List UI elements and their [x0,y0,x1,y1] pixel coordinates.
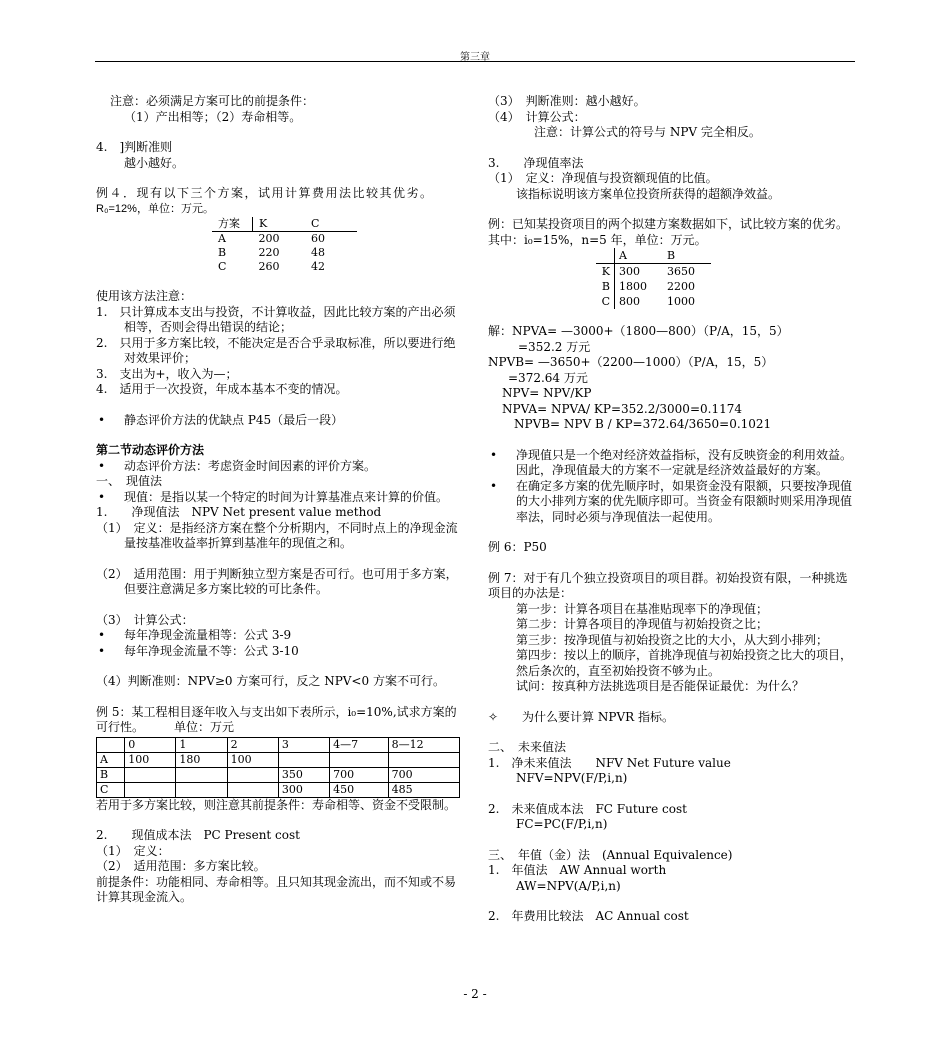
definition-line: （2） 适用范围：用于判断独立型方案是否可行。也可用于多方案，但要注意满足多方案比较的可比条件。 [96,566,458,596]
text-line: 使用该方法注意： [96,289,193,303]
table-cell: 1000 [667,295,695,308]
bullet-item: • 每年净现金流量相等：公式 3-9 [96,628,464,644]
table-cell [227,782,278,797]
text-line: （3） 判断准则：越小越好。 [488,94,646,108]
table-header: A [615,248,664,264]
table-cell: 60 [311,232,325,245]
table-cell [176,782,227,797]
table-cell: 42 [311,260,325,273]
table-cell: C [218,260,227,273]
definition-line: （1） 定义：净现值与投资额现值的比值。 [488,171,718,185]
page-number: - 2 - [463,987,487,1001]
bullet-item: • 在确定多方案的优先顺序时，如果资金没有限额，只要按净现值的大小排列方案的优先顺序即可。当资金有限额时则采用净现值率法，同时必须与净现值法一起使用。 [488,479,856,526]
table-header: 4—7 [330,737,389,752]
table-header: 8—12 [388,737,459,752]
table-cell: 220 [258,246,280,259]
bullet-item: • 每年净现金流量不等：公式 3-10 [96,644,464,660]
example-line: 例 7：对于有几个独立投资项目的项目群。初始投资有限，一种挑选项目的办法是： [488,570,848,600]
definition-line: （1） 定义： [96,843,170,858]
table-cell: C [596,294,615,309]
solution-line: NPVB= —3650+（2200—1000）（P/A，15，5） [488,355,774,369]
table-cell: 48 [311,246,325,259]
table-cell: A [218,232,226,245]
table-cell: 800 [619,295,640,308]
table-cell [125,767,176,782]
method-title: 1. 净未来值法 NFV Net Future value [488,755,731,770]
cost-table [212,217,357,274]
chapter-header: 第三章 [460,52,490,63]
table-header: 3 [278,737,329,752]
solution-line: NPV= NPV/KP [502,386,592,400]
solution-line: NPVB= NPV B / KP=372.64/3650=0.1021 [514,417,772,431]
text-line: 若用于多方案比较，则注意其前提条件：寿命相等、资金不受限制。 [96,797,457,812]
table-header [596,248,615,264]
method-title: 2. 年费用比较法 AC Annual cost [488,909,689,923]
step-line: 第二步：计算各项目的净现值与初始投资之比； [516,617,769,631]
step-line: 试问：按真种方法挑选项目是否能保证最优：为什么？ [516,679,805,693]
list-item: 4. 适用于一次投资，年成本基本不变的情况。 [96,382,348,396]
table-cell: 200 [258,232,280,245]
table-cell: 700 [388,767,459,782]
table-cell: 100 [125,752,176,767]
definition-line: （2） 适用范围：多方案比较。 [96,859,266,873]
bullet-item: • 动态评价方法：考虑资金时间因素的评价方案。 [96,459,464,475]
subsection-title: 一、 现值法 [96,474,163,488]
method-title: 3. 净现值率法 [488,155,584,170]
example-line: 例 5：某工程相目逐年收入与支出如下表所示，i₀=10%,试求方案的可行性。 单位：万元 [96,704,457,734]
section-title: 第二节动态评价方法 [96,443,205,457]
table-cell: 300 [278,782,329,797]
subsection-title: 三、 年值（金）法 (Annual Equivalence) [488,847,733,862]
method-title: 2. 未来值成本法 FC Future cost [488,801,687,816]
table-cell: 485 [388,782,459,797]
table-header: K [253,217,306,232]
table-header: B [663,248,711,264]
table-header: 方案 [212,217,253,232]
example-line: 例 6：P50 [488,540,547,554]
question-line: ✧ 为什么要计算 NPVR 指标。 [488,709,674,724]
list-item: 1. 只计算成本支出与投资，不计算收益，因此比较方案的产出必须相等，否则会得出错误的结论； [96,304,456,334]
table-cell: 180 [176,752,227,767]
text-line: （4）判断准则：NPV≥0 方案可行，反之 NPV<0 方案不可行。 [96,674,445,688]
formula-line: FC=PC(F/P,i,n) [516,817,608,831]
table-cell: 300 [619,265,640,278]
table-cell: 450 [330,782,389,797]
text-line: （4） 计算公式： [488,109,586,124]
table-cell [278,752,329,767]
table-cell: C [97,782,125,797]
header-rule [95,61,855,62]
solution-line: 解：NPVA= —3000+（1800—800）（P/A，15，5） [488,324,789,338]
method-title: 2. 现值成本法 PC Present cost [96,828,300,842]
solution-line: =372.64 万元 [508,370,588,385]
list-item: 2. 只用于多方案比较，不能决定是否合乎录取标准，所以要进行绝对效果评价； [96,335,456,365]
text-line: 该指标说明该方案单位投资所获得的超额净效益。 [516,186,781,201]
step-line: 第四步：按以上的顺序，首挑净现值与初始投资之比大的项目，然后条次的，直至初始投资不够为止。 [516,648,853,678]
text-line: 前提条件：功能相同、寿命相等。且只知其现金流出，而不知或不易计算其现金流入。 [96,874,457,904]
step-line: 第一步：计算各项目在基准贴现率下的净现值； [516,601,769,616]
table-header [97,737,125,752]
table-cell: K [596,264,615,280]
solution-line: =352.2 万元 [518,339,591,354]
definition-line: （1） 定义：是指经济方案在整个分析期内，不同时点上的净现金流量按基准收益率折算到基准年的现值之和。 [96,520,458,550]
table-cell: 700 [330,767,389,782]
note-line: 注意：必须满足方案可比的前提条件： [110,94,315,108]
method-title: 1. 年值法 AW Annual worth [488,863,667,877]
table-cell [388,752,459,767]
text-line: （3） 计算公式： [96,612,194,627]
table-cell: B [218,246,227,259]
table-cell: 260 [258,260,280,273]
table-cell: A [97,752,125,767]
table-cell [125,782,176,797]
left-column [96,94,464,906]
section-heading: 4. ]判断准则 [96,140,173,154]
table-cell: 350 [278,767,329,782]
example-line: 例：已知某投资项目的两个拟建方案数据如下，试比较方案的优劣。其中：i₀=15%，n=5 年，单位：万元。 [488,217,849,247]
example-line: 例４．现有以下三个方案，试用计算费用法比较其优劣。 [96,186,434,200]
list-item: 3. 支出为+，收入为—； [96,366,238,381]
table-cell: B [596,279,615,294]
table-header: C [305,217,357,232]
step-line: 第三步：按净现值与初始投资之比的大小，从大到小排列； [516,632,829,647]
method-title: 1. 净现值法 NPV Net present value method [96,505,382,519]
investment-table [596,248,711,309]
bullet-item: • 净现值只是一个绝对经济效益指标，没有反映资金的利用效益。因此，净现值最大的方案不一定就是经济效益最好的方案。 [488,448,856,479]
table-cell [227,767,278,782]
table-cell: B [97,767,125,782]
bullet-item: • 现值：是指以某一个特定的时间为计算基准点来计算的价值。 [96,490,464,506]
text-line: 注意：计算公式的符号与 NPV 完全相反。 [534,125,761,139]
table-cell: 1800 [619,280,647,293]
table-header: 1 [176,737,227,752]
table-cell: 2200 [667,280,695,293]
table-header: 0 [125,737,176,752]
table-cell [330,752,389,767]
formula-line: NFV=NPV(F/P,i,n) [516,771,628,785]
example-line: R₀=12%，单位：万元。 [96,202,214,215]
cashflow-table [96,737,460,798]
note-line: （1）产出相等；（2）寿命相等。 [124,109,302,124]
text-line: 越小越好。 [124,155,185,170]
formula-line: AW=NPV(A/P,i,n) [516,878,621,893]
table-cell: 3650 [667,265,695,278]
bullet-item: • 静态评价方法的优缺点 P45（最后一段） [96,413,464,429]
right-column [488,94,856,925]
table-header: 2 [227,737,278,752]
table-cell: 100 [227,752,278,767]
table-cell [176,767,227,782]
solution-line: NPVA= NPVA/ KP=352.2/3000=0.1174 [502,401,742,416]
subsection-title: 二、 未来值法 [488,740,567,754]
